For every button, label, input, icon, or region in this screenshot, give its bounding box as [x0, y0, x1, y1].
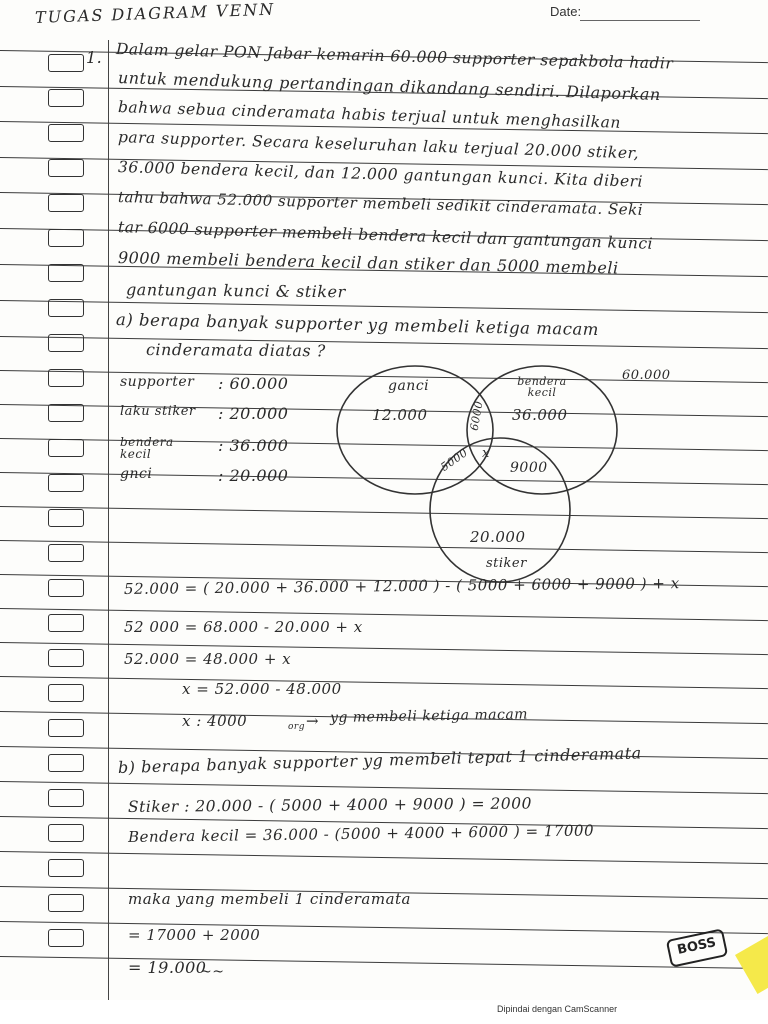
- work-a-line: 52.000 = 48.000 + x: [124, 650, 292, 668]
- margin-line: [108, 40, 109, 1000]
- answer-a-note: yg membeli ketiga macam: [329, 706, 529, 726]
- venn-bendera-label: bendera kecil: [517, 375, 567, 399]
- work-a-line: 52.000 = ( 20.000 + 36.000 + 12.000 ) - ( 5000 + 6000 + 9000 ) + x: [123, 574, 680, 598]
- given-value: : 36.000: [218, 436, 289, 455]
- given-value: : 60.000: [218, 374, 289, 393]
- venn-universe-label: 60.000: [622, 368, 671, 383]
- given-label: supporter: [120, 374, 195, 390]
- problem-line: Dalam gelar PON Jabar kemarin 60.000 supporter sepakbola hadir: [115, 40, 674, 73]
- problem-line: bahwa sebua cinderamata habis terjual untuk menghasilkan: [117, 98, 622, 132]
- question-a: a) berapa banyak supporter yg membeli ketiga macam: [115, 310, 600, 340]
- problem-line: 36.000 bendera kecil, dan 12.000 gantungan kunci. Kita diberi: [117, 158, 644, 191]
- work-b-line: Bendera kecil = 36.000 - (5000 + 4000 + 6000 ) = 17000: [127, 821, 595, 846]
- given-label: laku stiker: [120, 404, 196, 419]
- venn-abc-value: x: [482, 446, 490, 461]
- venn-bc-value: 9000: [510, 460, 548, 476]
- conclusion-line: = 19.000: [128, 958, 207, 977]
- boss-stamp: BOSS: [666, 928, 729, 967]
- yellow-corner: [735, 935, 768, 994]
- work-a-line: 52 000 = 68.000 - 20.000 + x: [124, 618, 363, 636]
- conclusion-underline: ~~: [200, 964, 225, 980]
- problem-number: 1.: [86, 48, 103, 67]
- problem-line: untuk mendukung pertandingan dikandang sendiri. Dilaporkan: [117, 68, 662, 105]
- work-a-line: x : 4000: [182, 712, 248, 730]
- given-label: gnci: [120, 466, 153, 482]
- given-value: : 20.000: [218, 466, 289, 485]
- date-label: Date:: [550, 4, 582, 19]
- question-a-line2: cinderamata diatas ?: [145, 340, 326, 361]
- work-b-line: Stiker : 20.000 - ( 5000 + 4000 + 9000 ) = 2000: [127, 794, 533, 816]
- problem-line: para supporter. Secara keseluruhan laku terjual 20.000 stiker,: [117, 128, 640, 163]
- date-line: [580, 20, 700, 21]
- problem-line: gantungan kunci & stiker: [125, 280, 346, 302]
- conclusion-line: maka yang membeli 1 cinderamata: [128, 890, 411, 908]
- problem-line: 9000 membeli bendera kecil dan stiker dan 5000 membeli: [117, 248, 619, 278]
- given-value: : 20.000: [218, 404, 289, 423]
- work-a-line: x = 52.000 - 48.000: [182, 680, 342, 698]
- given-label: bendera kecil: [120, 435, 174, 461]
- answer-a-unit: org: [288, 722, 305, 732]
- problem-line: tar 6000 supporter membeli bendera kecil dan gantungan kunci: [117, 218, 654, 253]
- question-b: b) berapa banyak supporter yg membeli tepat 1 cinderamata: [117, 743, 642, 777]
- arrow-icon: →: [306, 712, 320, 730]
- scanner-footer: [0, 1000, 768, 1024]
- problem-line: tahu bahwa 52.000 supporter membeli sedikit cinderamata. Seki: [117, 188, 644, 219]
- venn-stiker-label: stiker: [486, 556, 527, 571]
- venn-stiker-value: 20.000: [470, 528, 526, 546]
- venn-ac-value: 5000: [438, 445, 471, 474]
- venn-bendera-value: 36.000: [512, 406, 568, 424]
- venn-ab-value: 6000: [467, 399, 486, 432]
- page-title: TUGAS DIAGRAM VENN: [34, 0, 276, 27]
- footer-text: Dipindai dengan CamScanner: [497, 1004, 618, 1014]
- conclusion-line: = 17000 + 2000: [128, 926, 261, 944]
- venn-ganci-value: 12.000: [372, 406, 428, 424]
- venn-ganci-label: ganci: [388, 378, 430, 394]
